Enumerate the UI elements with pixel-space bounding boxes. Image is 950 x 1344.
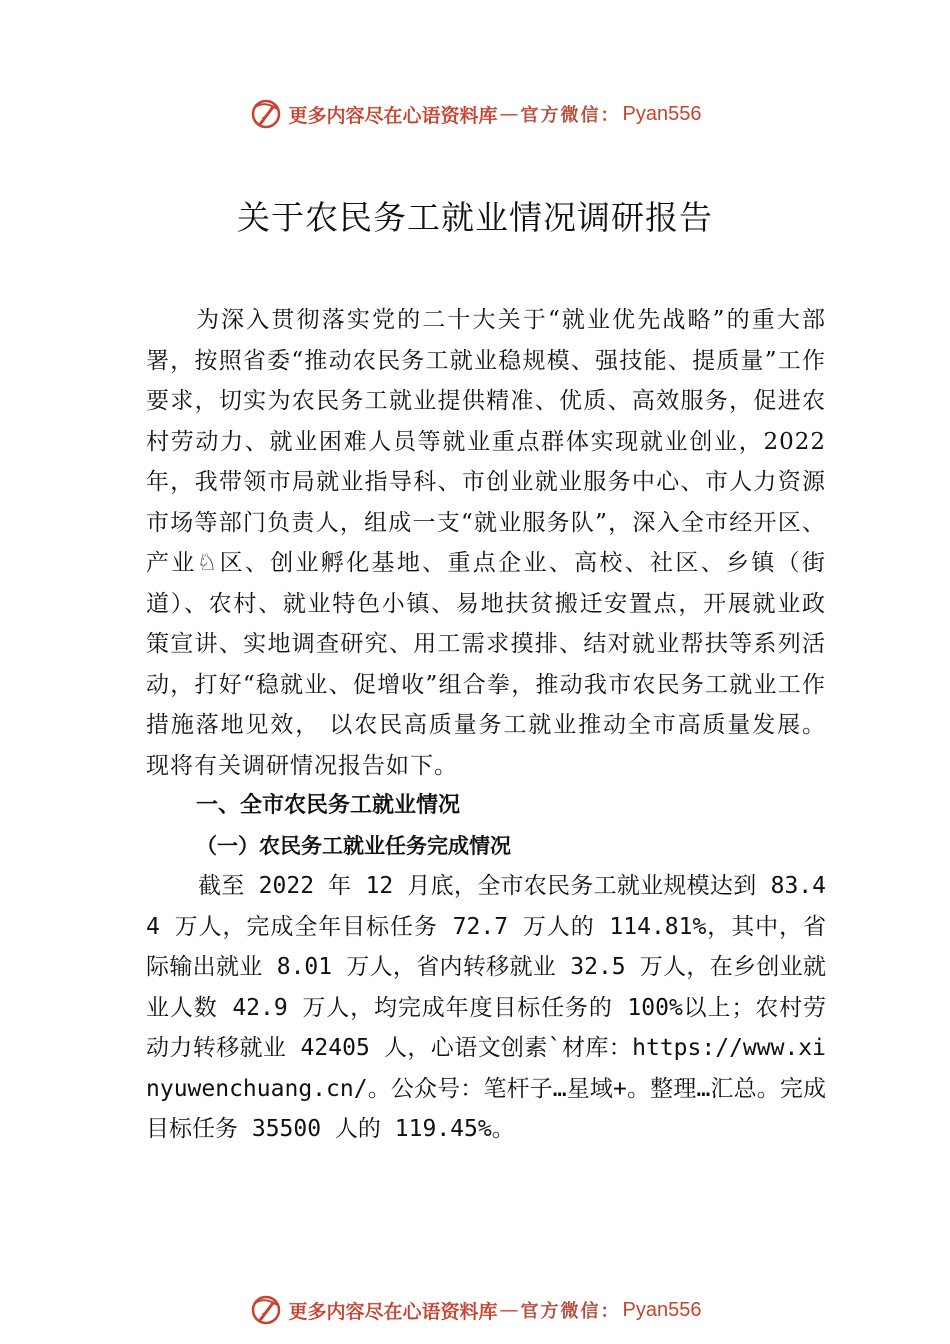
watermark-dash: —: [499, 1299, 519, 1321]
section-heading: 一、全市农民务工就业情况: [196, 793, 461, 818]
watermark-dash: —: [499, 103, 519, 125]
watermark-banner-top: [0, 94, 950, 134]
brush-logo-icon: [249, 1293, 283, 1327]
document-title: 关于农民务工就业情况调研报告: [237, 198, 713, 237]
watermark-brand: 更多内容尽在心语资料库: [288, 1300, 498, 1323]
watermark-official-label: 官方微信：: [520, 1301, 621, 1322]
watermark-wechat-id: Pyan556: [622, 102, 702, 125]
watermark-wechat-id: Pyan556: [622, 1298, 702, 1321]
watermark-banner-bottom: [0, 1290, 950, 1330]
intro-paragraph: 为深入贯彻落实党的二十大关于“就业优先战略”的重大部署，按照省委“推动农民务工就业稳规模、强技能、提质量”工作要求，切实为农民务工就业提供精准、优质、高效服务，促进农村劳动力、就业困难人员等就业重点群体实现就业创业，2022年，我带领市局就业指导科、市创业就业服务中心、市人力资源市场等部门负责人，组成一支“就业服务队”，深入全市经开区、产业♘区、创业孵化基地、重点企业、高校、社区、乡镇（街道）、农村、就业特色小镇、易地扶贫搬迁安置点，开展就业政策宣讲、实地调查研究、用工需求摸排、结对就业帮扶等系列活动，打好“稳就业、促增收”组合拳，推动我市农民务工就业工作措施落地见效， 以农民高质量务工就业推动全市高质量发展。现将有关调研情况报告如下。: [146, 307, 826, 779]
watermark-official-label: 官方微信：: [520, 105, 621, 126]
subsection-heading: （一）农民务工就业任务完成情况: [196, 833, 511, 858]
brush-logo-icon: [249, 97, 283, 131]
watermark-brand: 更多内容尽在心语资料库: [288, 104, 498, 127]
subsection-paragraph: 截至 2022 年 12 月底，全市农民务工就业规模达到 83.44 万人，完成全年目标任务 72.7 万人的 114.81%，其中，省际输出就业 8.01 万人，省内转移就业 32.5 万人，在乡创业就业人数 42.9 万人，均完成年度目标任务的 100%以上；农村劳动力转移就业 42405 人，心语文创素`材库：https://www.xinyuwenchuang.cn/。公众号：笔杆子…星域+。整理…汇总。完成目标任务 35500 人的 119.45%。: [146, 873, 826, 1142]
document-body: [146, 300, 826, 1150]
